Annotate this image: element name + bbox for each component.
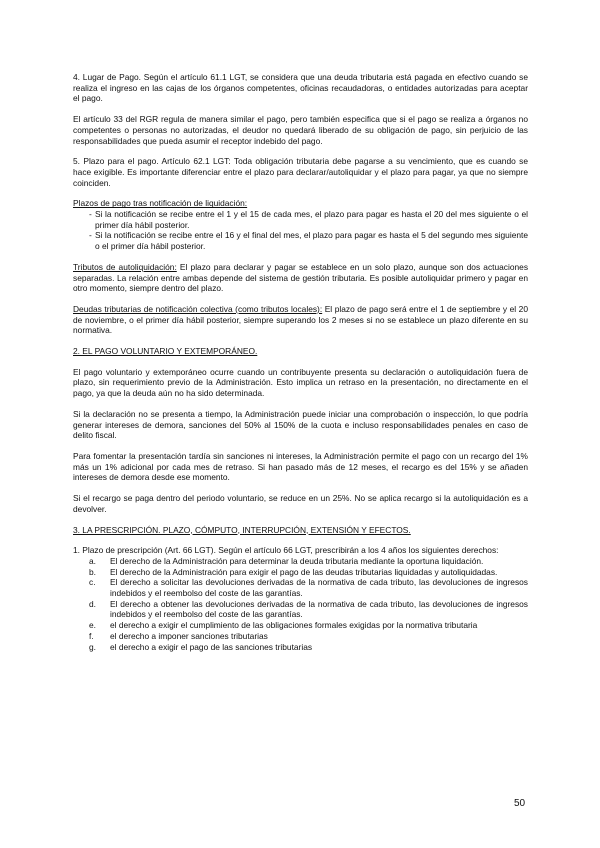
- list-item-text: el derecho a imponer sanciones tributarias: [110, 630, 268, 641]
- derechos-list: [73, 556, 528, 652]
- list-item: [73, 567, 528, 578]
- list-marker: f.: [89, 630, 94, 641]
- list-item-text: El derecho a solicitar las devoluciones derivadas de la normativa de cada tributo, las devoluciones de ingresos indebidos y el reembolso del coste de las garantías.: [110, 577, 528, 599]
- list-marker: d.: [89, 598, 96, 609]
- plazos-list: [73, 209, 528, 252]
- list-item-text: El derecho de la Administración para determinar la deuda tributaria mediante la oportuna liquidación.: [110, 555, 484, 566]
- list-item-text: Si la notificación se recibe entre el 1 y el 15 de cada mes, el plazo para pagar es hasta el 20 del mes siguiente o el primer día hábil posterior.: [95, 209, 528, 230]
- list-item: [73, 631, 528, 642]
- list-item-text: Si la notificación se recibe entre el 16 y el final del mes, el plazo para pagar es hasta el 5 del segundo mes siguiente o el primer día hábil posterior.: [95, 230, 528, 252]
- page-number: 50: [514, 798, 526, 809]
- list-marker: b.: [89, 566, 96, 577]
- paragraph-plazo-prescripcion: 1. Plazo de prescripción (Art. 66 LGT). Según el artículo 66 LGT, prescribirán a los 4 años los siguientes derechos:: [73, 545, 499, 556]
- list-item: [73, 620, 528, 631]
- list-item-text: El derecho a obtener las devoluciones derivadas de la normativa de cada tributo, las devoluciones de ingresos indebidos y el reembolso del coste de las garantías.: [110, 598, 528, 620]
- list-marker: a.: [89, 555, 96, 566]
- plazos-title: Plazos de pago tras notificación de liquidación:: [73, 198, 248, 209]
- list-item: [73, 556, 528, 567]
- document-page: [73, 72, 528, 652]
- paragraph-pago-voluntario: El pago voluntario y extemporáneo ocurre cuando un contribuyente presenta su declaración o autoliquidación fuera de plazo, sin requerimiento previo de la Administración. Esto implica un retraso en la presentación, no directamente en el pago, ya que la deuda aún no ha sido determinada.: [73, 366, 528, 399]
- paragraph-plazo-pago: 5. Plazo para el pago. Artículo 62.1 LGT: Toda obligación tributaria debe pagarse a su vencimiento, que es cuando se hace exigible. Es importante diferenciar entre el plazo para declarar/autoliquidar y el plazo para pagar, ya que no siempre coinciden.: [73, 156, 528, 188]
- paragraph-declaracion: Si la declaración no se presenta a tiempo, la Administración puede iniciar una comprobación o inspección, lo que podría generar intereses de demora, sanciones del 50% al 150% de la cuota e incluso responsabilidades penales en caso de delito fiscal.: [73, 408, 528, 441]
- list-marker: g.: [89, 641, 96, 652]
- list-item-text: el derecho a exigir el pago de las sanciones tributarias: [110, 641, 313, 652]
- list-item: [73, 209, 528, 230]
- list-item: [73, 599, 528, 620]
- tributos-label: Tributos de autoliquidación:: [73, 261, 177, 272]
- section-heading-prescripcion: 3. LA PRESCRIPCIÓN. PLAZO, CÓMPUTO, INTERRUPCIÓN, EXTENSIÓN Y EFECTOS.: [73, 524, 411, 535]
- list-marker: e.: [89, 620, 96, 631]
- tributos-text: El plazo para declarar y pagar se establece en un solo plazo, aunque son dos actuaciones separadas. La relación entre ambas depende del sistema de gestión tributaria. Es posible autoliquidar primero y pagar en otro momento, siempre dentro del plazo.: [73, 261, 529, 294]
- paragraph-recargo: Para fomentar la presentación tardía sin sanciones ni intereses, la Administración permite el pago con un recargo del 1% más un 1% adicional por cada mes de retraso. Si han pasado más de 12 meses, el recargo es del 15% y se añaden intereses de demora desde ese momento.: [73, 450, 528, 483]
- deudas-text: El plazo de pago será entre el 1 de septiembre y el 20 de noviembre, o el primer día hábil posterior, siempre superando los 2 meses si no se establece un plazo diferente en su normativa.: [73, 303, 528, 336]
- dash-marker: -: [89, 230, 92, 241]
- paragraph-reduccion: Si el recargo se paga dentro del periodo voluntario, se reduce en un 25%. No se aplica recargo si la autoliquidación es a devolver.: [73, 493, 528, 514]
- list-item: [73, 642, 528, 653]
- list-item: [73, 230, 528, 251]
- list-item: [73, 577, 528, 598]
- paragraph-rgr: El artículo 33 del RGR regula de manera similar el pago, pero también especifica que si el pago se realiza a órganos no competentes o personas no autorizadas, el deudor no quedará liberado de su obligación de pago, sin perjuicio de las responsabilidades que pueda asumir el receptor indebido del pago.: [73, 114, 528, 146]
- paragraph-deudas: [73, 304, 528, 336]
- list-item-text: el derecho a exigir el cumplimiento de las obligaciones formales exigidas por la normativa tributaria: [110, 620, 478, 631]
- section-heading-pago-voluntario: 2. EL PAGO VOLUNTARIO Y EXTEMPORÁNEO.: [73, 346, 258, 357]
- paragraph-tributos: [73, 262, 528, 294]
- list-item-text: El derecho de la Administración para exigir el pago de las deudas tributarias liquidadas y autoliquidadas.: [110, 566, 498, 577]
- dash-marker: -: [89, 209, 92, 220]
- list-marker: c.: [89, 577, 96, 588]
- paragraph-lugar-pago: 4. Lugar de Pago. Según el artículo 61.1 LGT, se considera que una deuda tributaria está pagada en efectivo cuando se realiza el ingreso en las cajas de los órganos competentes, oficinas recaudadoras, o entidades autorizadas para aceptar el pago.: [73, 72, 528, 104]
- deudas-label: Deudas tributarias de notificación colectiva (como tributos locales):: [73, 303, 323, 314]
